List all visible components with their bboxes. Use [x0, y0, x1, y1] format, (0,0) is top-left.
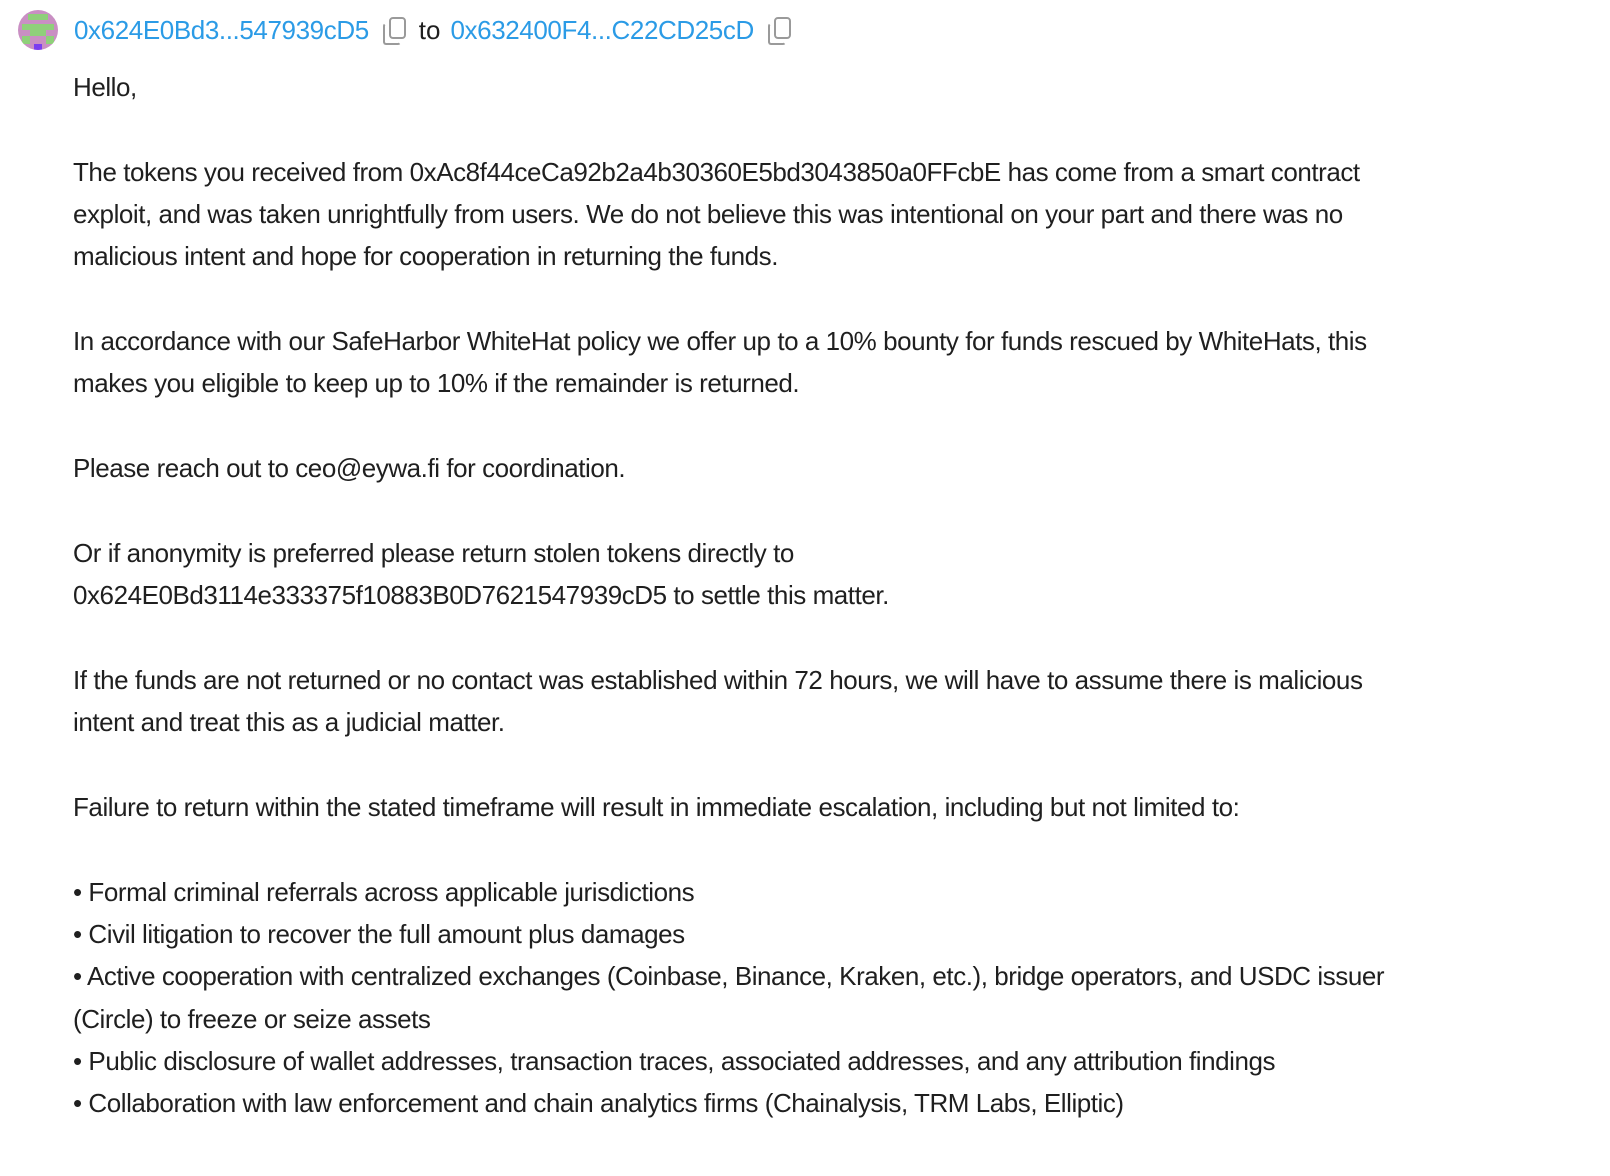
message-line: exploit, and was taken unrightfully from users. We do not believe this was intentional on your part and there was no [73, 199, 1343, 230]
message-line: intent and treat this as a judicial matter. [73, 707, 505, 738]
message-line: (Circle) to freeze or seize assets [73, 1003, 431, 1034]
from-address-link[interactable]: 0x624E0Bd3...547939cD5 [74, 14, 369, 45]
blank-line [73, 278, 1384, 320]
message-line: 0x624E0Bd3114e333375f10883B0D7621547939cD5 to settle this matter. [73, 580, 889, 611]
message-line: Hello, [73, 72, 137, 102]
message-line: Failure to return within the stated timeframe will result in immediate escalation, including but not limited to: [73, 791, 1240, 822]
message-line: • Collaboration with law enforcement and chain analytics firms (Chainalysis, TRM Labs, Elliptic) [73, 1088, 1124, 1119]
message-line: In accordance with our SafeHarbor WhiteHat policy we offer up to a 10% bounty for funds rescued by WhiteHats, this [73, 326, 1367, 357]
message-line: • Public disclosure of wallet addresses, transaction traces, associated addresses, and any attribution findings [73, 1045, 1276, 1076]
message-line: makes you eligible to keep up to 10% if the remainder is returned. [73, 368, 800, 399]
blank-line [73, 405, 1384, 447]
message-header [18, 10, 804, 50]
message-line: If the funds are not returned or no contact was established within 72 hours, we will have to assume there is malicious [73, 664, 1363, 695]
blank-line [73, 828, 1384, 870]
to-label: to [418, 14, 441, 45]
copy-from-address-icon[interactable] [383, 17, 405, 43]
message-line: • Formal criminal referrals across applicable jurisdictions [73, 876, 695, 907]
message-line: • Active cooperation with centralized exchanges (Coinbase, Binance, Kraken, etc.), bridge operators, and USDC issuer [73, 961, 1385, 992]
blank-line [73, 744, 1384, 786]
message-line: • Civil litigation to recover the full amount plus damages [73, 918, 685, 949]
to-address-link[interactable]: 0x632400F4...C22CD25cD [450, 14, 754, 45]
message-line: Please reach out to ceo@eywa.fi for coordination. [73, 453, 626, 484]
blank-line [73, 489, 1384, 531]
blank-line [73, 108, 1384, 150]
blank-line [73, 616, 1384, 658]
message-line: The tokens you received from 0xAc8f44ceCa92b2a4b30360E5bd3043850a0FFcbE has come from a smart contract [73, 156, 1360, 187]
sender-avatar [18, 10, 58, 50]
copy-to-address-icon[interactable] [768, 17, 790, 43]
message-body [73, 66, 1384, 1125]
message-line: malicious intent and hope for cooperation in returning the funds. [73, 241, 778, 272]
message-line: Or if anonymity is preferred please return stolen tokens directly to [73, 537, 794, 568]
